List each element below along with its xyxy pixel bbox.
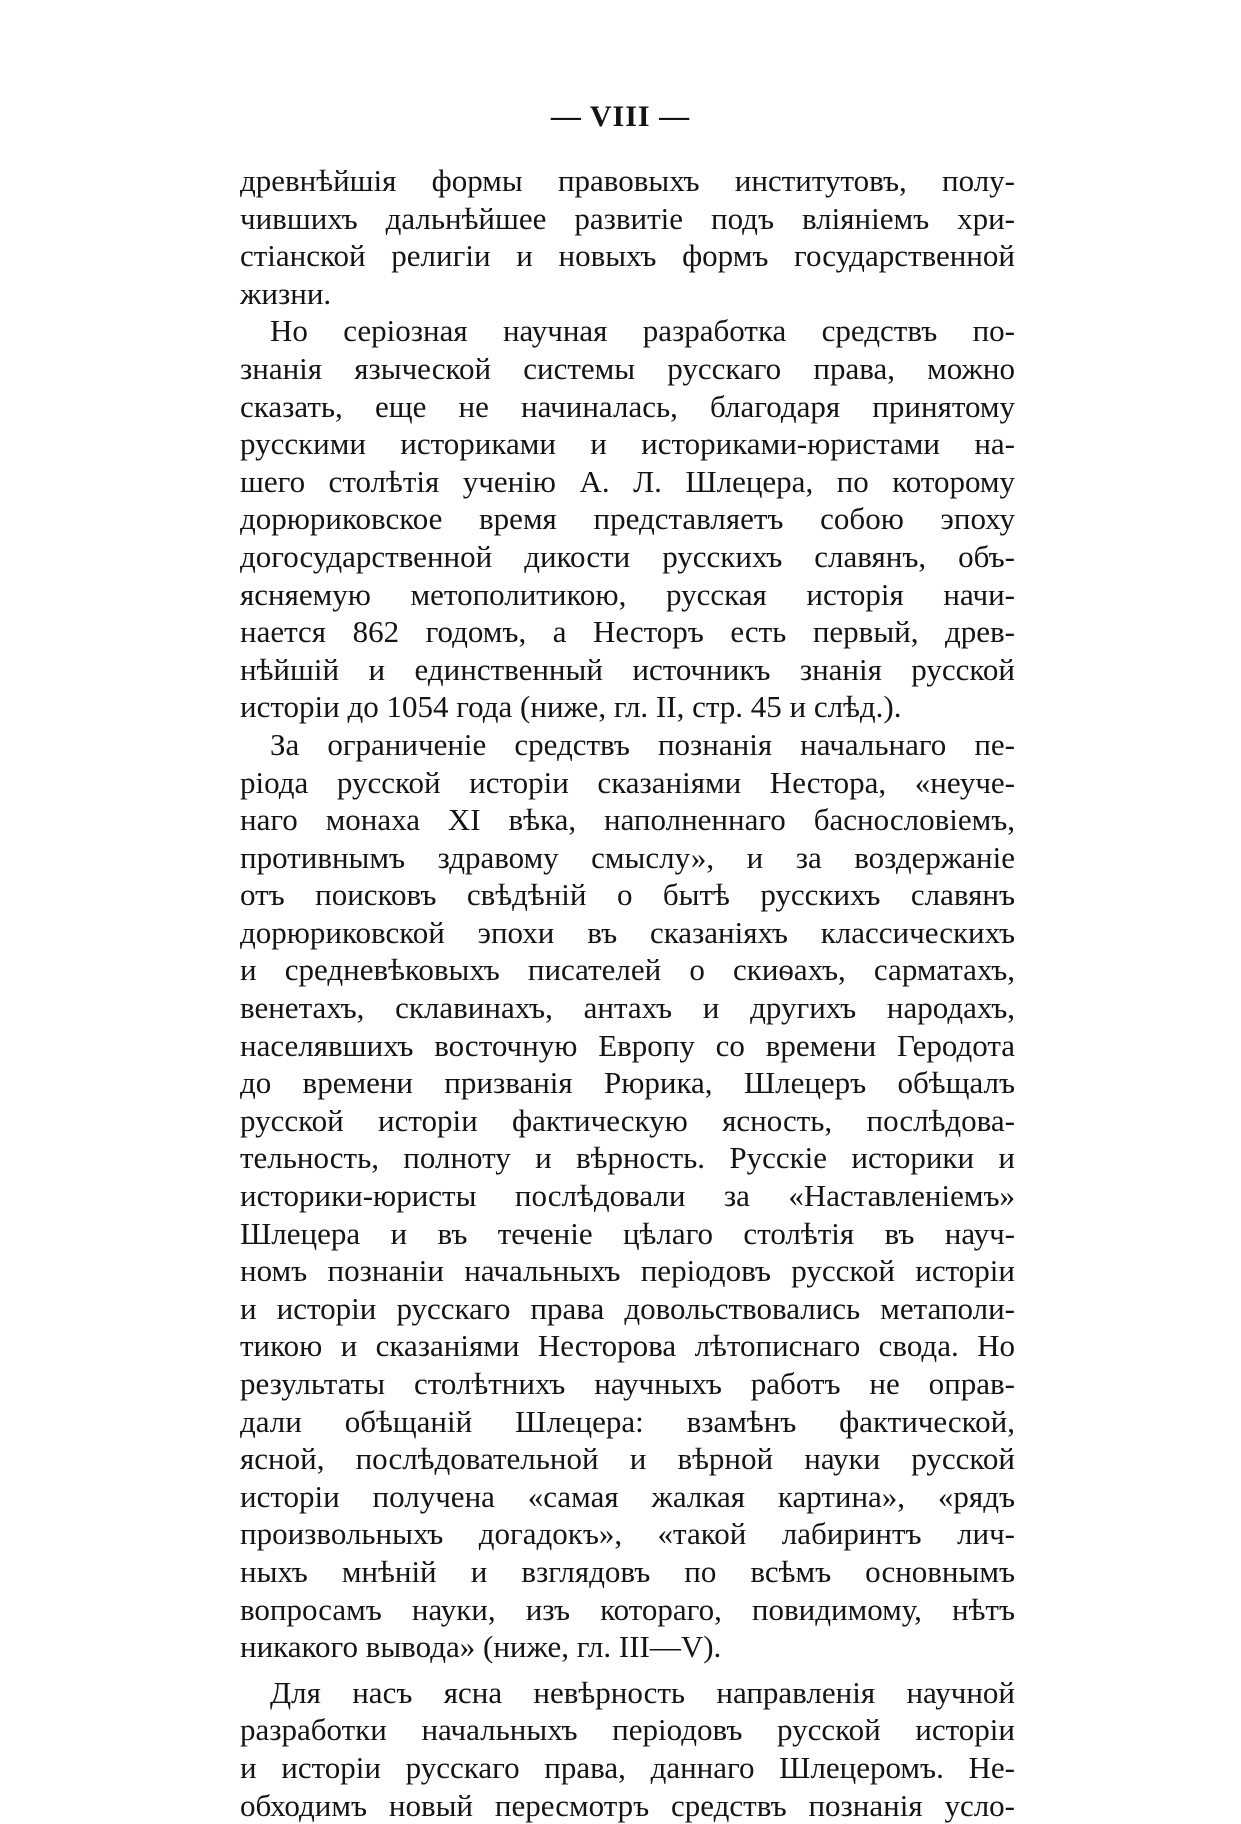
text-line: Но серіозная научная разработка средствъ по-	[270, 313, 1015, 349]
page-number: — VIII —	[550, 100, 691, 133]
text-line: до времени призванія Рюрика, Шлецеръ обѣщалъ	[240, 1065, 1015, 1101]
text-line: и средневѣковыхъ писателей о скиѳахъ, сарматахъ,	[240, 952, 1015, 988]
text-line: нѣйшій и единственный источникъ знанія русской	[240, 651, 1015, 687]
text-line: догосударственной дикости русскихъ славянъ, объ-	[240, 538, 1015, 574]
paragraph	[240, 162, 1015, 312]
text-line: дорюриковской эпохи въ сказаніяхъ классическихъ	[240, 914, 1015, 950]
text-line: шего столѣтія ученію А. Л. Шлецера, по которому	[240, 463, 1015, 499]
text-line: исторіи получена «самая жалкая картина», «рядъ	[240, 1478, 1015, 1514]
text-line: ныхъ мнѣній и взглядовъ по всѣмъ основнымъ	[240, 1553, 1015, 1589]
body-text	[240, 162, 1015, 1824]
text-line: стіанской религіи и новыхъ формъ государственной	[240, 238, 1015, 274]
text-line: номъ познаніи начальныхъ періодовъ русской исторіи	[240, 1253, 1015, 1289]
text-line: разработки начальныхъ періодовъ русской исторіи	[240, 1712, 1015, 1748]
text-line: дали обѣщаній Шлецера: взамѣнъ фактической,	[240, 1403, 1015, 1439]
text-line: отъ поисковъ свѣдѣній о бытѣ русскихъ славянъ	[240, 877, 1015, 913]
text-line: русской исторіи фактическую ясность, послѣдова-	[240, 1102, 1015, 1138]
text-line: русскими историками и историками-юристами на-	[240, 426, 1015, 462]
text-line: ясной, послѣдовательной и вѣрной науки русской	[240, 1441, 1015, 1477]
text-line: чившихъ дальнѣйшее развитіе подъ вліяніемъ хри-	[240, 200, 1015, 236]
text-line: обходимъ новый пересмотръ средствъ познанія усло-	[240, 1787, 1015, 1823]
text-line: и исторіи русскаго права довольствовались метаполи-	[240, 1290, 1015, 1326]
text-line: жизни.	[240, 275, 332, 311]
text-line: Шлецера и въ теченіе цѣлаго столѣтія въ науч-	[240, 1215, 1015, 1251]
text-line: венетахъ, склавинахъ, антахъ и другихъ народахъ,	[240, 990, 1015, 1026]
paragraph-spacer	[240, 1666, 1015, 1674]
text-line: ясняемую метополитикою, русская исторія начи-	[240, 576, 1015, 612]
paragraph	[240, 312, 1015, 726]
paragraph	[240, 1674, 1015, 1824]
text-line: Для насъ ясна невѣрность направленія научной	[270, 1674, 1015, 1710]
text-line: результаты столѣтнихъ научныхъ работъ не оправ-	[240, 1366, 1015, 1401]
text-line: За ограниченіе средствъ познанія начальнаго пе-	[270, 726, 1015, 762]
paragraph	[240, 726, 1015, 1666]
text-line: нается 862 годомъ, а Несторъ есть первый, древ-	[240, 614, 1015, 650]
text-line: исторіи до 1054 года (ниже, гл. II, стр. 45 и слѣд.).	[240, 689, 902, 725]
text-line: ріода русской исторіи сказаніями Нестора, «неуче-	[240, 764, 1015, 800]
text-line: наго монаха XI вѣка, наполненнаго баснословіемъ,	[240, 802, 1015, 838]
text-line: вопросамъ науки, изъ котораго, повидимому, нѣтъ	[240, 1591, 1015, 1627]
text-line: противнымъ здравому смыслу», и за воздержаніе	[240, 839, 1015, 875]
text-line: никакого вывода» (ниже, гл. III—V).	[240, 1629, 722, 1665]
text-line: произвольныхъ догадокъ», «такой лабиринтъ лич-	[240, 1516, 1015, 1552]
text-line: сказать, еще не начиналась, благодаря принятому	[240, 388, 1015, 424]
text-line: и исторіи русскаго права, даннаго Шлецеромъ. Не-	[240, 1749, 1015, 1785]
text-line: тикою и сказаніями Несторова лѣтописнаго свода. Но	[240, 1328, 1015, 1364]
text-line: древнѣйшія формы правовыхъ институтовъ, полу-	[240, 163, 1015, 198]
text-line: знанія языческой системы русскаго права, можно	[240, 350, 1015, 386]
text-line: населявшихъ восточную Европу со времени Геродота	[240, 1027, 1015, 1063]
text-line: историки-юристы послѣдовали за «Наставленіемъ»	[240, 1178, 1015, 1214]
text-line: дорюриковское время представляетъ собою эпоху	[240, 501, 1015, 537]
text-line: тельность, полноту и вѣрность. Русскіе историки и	[240, 1140, 1015, 1176]
